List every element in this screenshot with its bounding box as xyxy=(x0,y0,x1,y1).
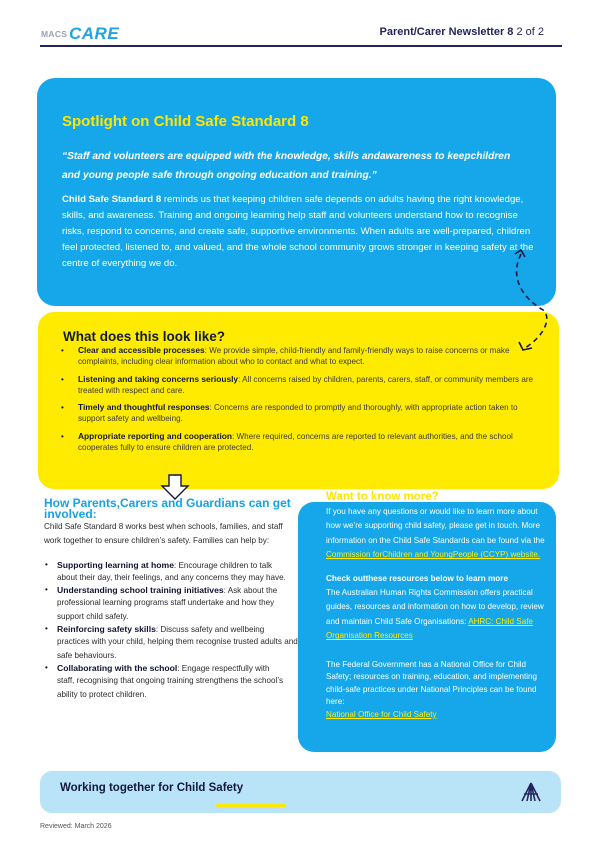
page-number: 2 of 2 xyxy=(516,26,544,38)
national-office-text: The Federal Government has a National Office for Child Safety; resources on training, education, and implementing child-safe practices under National Principles can be found here: xyxy=(326,660,538,707)
standard-quote: “Staff and volunteers are equipped with the knowledge, skills andawareness to keepchildren and young people safe through ongoing education and training.” xyxy=(62,151,511,181)
list-item xyxy=(59,402,539,424)
banner-text: Working together for Child Safety xyxy=(60,782,244,794)
ahrc-paragraph xyxy=(326,586,548,644)
list-item-text: professional learning programs staff undertake and how they support child safety. xyxy=(57,598,275,621)
spotlight-title: Spotlight on Child Safe Standard 8 xyxy=(62,113,309,130)
list-item xyxy=(44,624,300,663)
list-item-lead-tail: : Ask about the xyxy=(223,586,278,595)
spotlight-body-text: reminds us that keeping children safe depends on adults having the right knowledge, skills, and awareness. Training and ongoing learning help staff and volunteers understand how to recognise risks, respond to concerns, and create safe, supportive environments. When adults are well-prepared, children feel protected, listened to, and valued, and the whole school community grows stronger in keeping safety at the centre of everything we do. xyxy=(62,194,534,269)
list-item xyxy=(44,663,300,702)
spotlight-body-lead: Child Safe Standard 8 xyxy=(62,194,162,205)
list-item xyxy=(59,374,539,396)
know-more-text: If you have any questions or would like to learn more about how we’re supporting child safety, please get in touch. More information on the Child Safe Standards can be found via the xyxy=(326,507,545,545)
list-item-lead-tail: : Engage respectfully with xyxy=(177,664,270,673)
macs-care-logo xyxy=(41,24,121,42)
list-item-text: : All concerns raised by children, parents, carers, staff, or community members are treated with respect and care. xyxy=(78,374,534,395)
list-item-lead: Understanding school training initiatives xyxy=(57,585,224,595)
reviewed-date: Reviewed: March 2026 xyxy=(40,823,112,830)
macs-emblem-icon xyxy=(520,781,542,803)
list-item-lead: Supporting learning at home xyxy=(57,560,174,570)
look-list xyxy=(59,345,539,459)
national-office-paragraph xyxy=(326,659,548,721)
logo-word: CARE xyxy=(69,24,120,43)
list-item-text: : Where required, concerns are reported to relevant authorities, and the school cooperates fully to ensure children are protected. xyxy=(78,431,513,452)
list-item-text: : Concerns are responded to promptly and thoroughly, with appropriate action taken to support safety and wellbeing. xyxy=(78,403,518,424)
spotlight-card xyxy=(37,78,556,306)
list-item-lead: Appropriate reporting and cooperation xyxy=(78,430,233,441)
know-more-title: Want to know more? xyxy=(326,491,439,503)
ccyp-website-link[interactable]: Commission forChildren and YoungPeople (CCYP) website. xyxy=(326,550,541,560)
banner-underline xyxy=(216,804,286,807)
list-item-lead: Reinforcing safety skills xyxy=(57,624,156,634)
parents-intro: Child Safe Standard 8 works best when schools, families, and staff work together to ensure children’s safety. Families can help by: xyxy=(44,522,283,545)
list-item-lead-tail: : Encourage children to talk xyxy=(173,561,273,570)
resources-subheading: Check outthese resources below to learn more xyxy=(326,574,508,583)
know-more-paragraph xyxy=(326,505,548,563)
list-item xyxy=(59,345,539,367)
spotlight-body xyxy=(62,192,540,272)
parents-involvement-title: How Parents,Carers and Guardians can get involved: xyxy=(44,496,291,521)
newsletter-name: Parent/Carer Newsletter 8 xyxy=(379,26,514,38)
parents-list xyxy=(44,560,300,702)
list-item-lead: Timely and thoughtful responses xyxy=(78,402,210,413)
list-item-lead: Clear and accessible processes xyxy=(78,345,205,355)
want-to-know-more-card xyxy=(298,491,556,752)
dashed-curved-arrow-icon xyxy=(505,248,555,358)
national-office-link[interactable]: National Office for Child Safety xyxy=(326,709,437,719)
list-item xyxy=(59,431,539,453)
list-item xyxy=(44,585,300,624)
footer-banner xyxy=(40,771,561,813)
list-item-text: : We provide simple, child-friendly and family-friendly ways to raise concerns or make complaints, including clear information about who to contact and what to expect. xyxy=(78,346,510,366)
what-does-this-look-like-card xyxy=(38,312,559,489)
newsletter-title xyxy=(380,26,545,38)
header-divider xyxy=(40,45,562,47)
list-item-lead-tail: : Discuss safety and wellbeing xyxy=(155,625,265,634)
list-item-text: about their day, their feelings, and any concerns they may have. xyxy=(57,573,286,582)
ahrc-text: The Australian Human Rights Commission offers practical guides, resources and information on how to develop, review and maintain Child Safe Organisations: xyxy=(326,588,544,626)
ahrc-resources-link[interactable]: AHRC: Child Safe Organisation Resources xyxy=(326,616,533,641)
logo-prefix: MACS xyxy=(41,29,68,39)
list-item-text: practices with your child, helping them recognise trusted adults and safe behaviours. xyxy=(57,637,298,660)
list-item-lead: Listening and taking concerns seriously xyxy=(78,373,239,384)
list-item-lead: Collaborating with the school xyxy=(57,663,178,673)
list-item-text: staff, recognising that ongoing training strengthens the school’s ability to protect children. xyxy=(57,676,284,699)
look-title: What does this look like? xyxy=(63,329,226,344)
list-item xyxy=(44,560,300,585)
